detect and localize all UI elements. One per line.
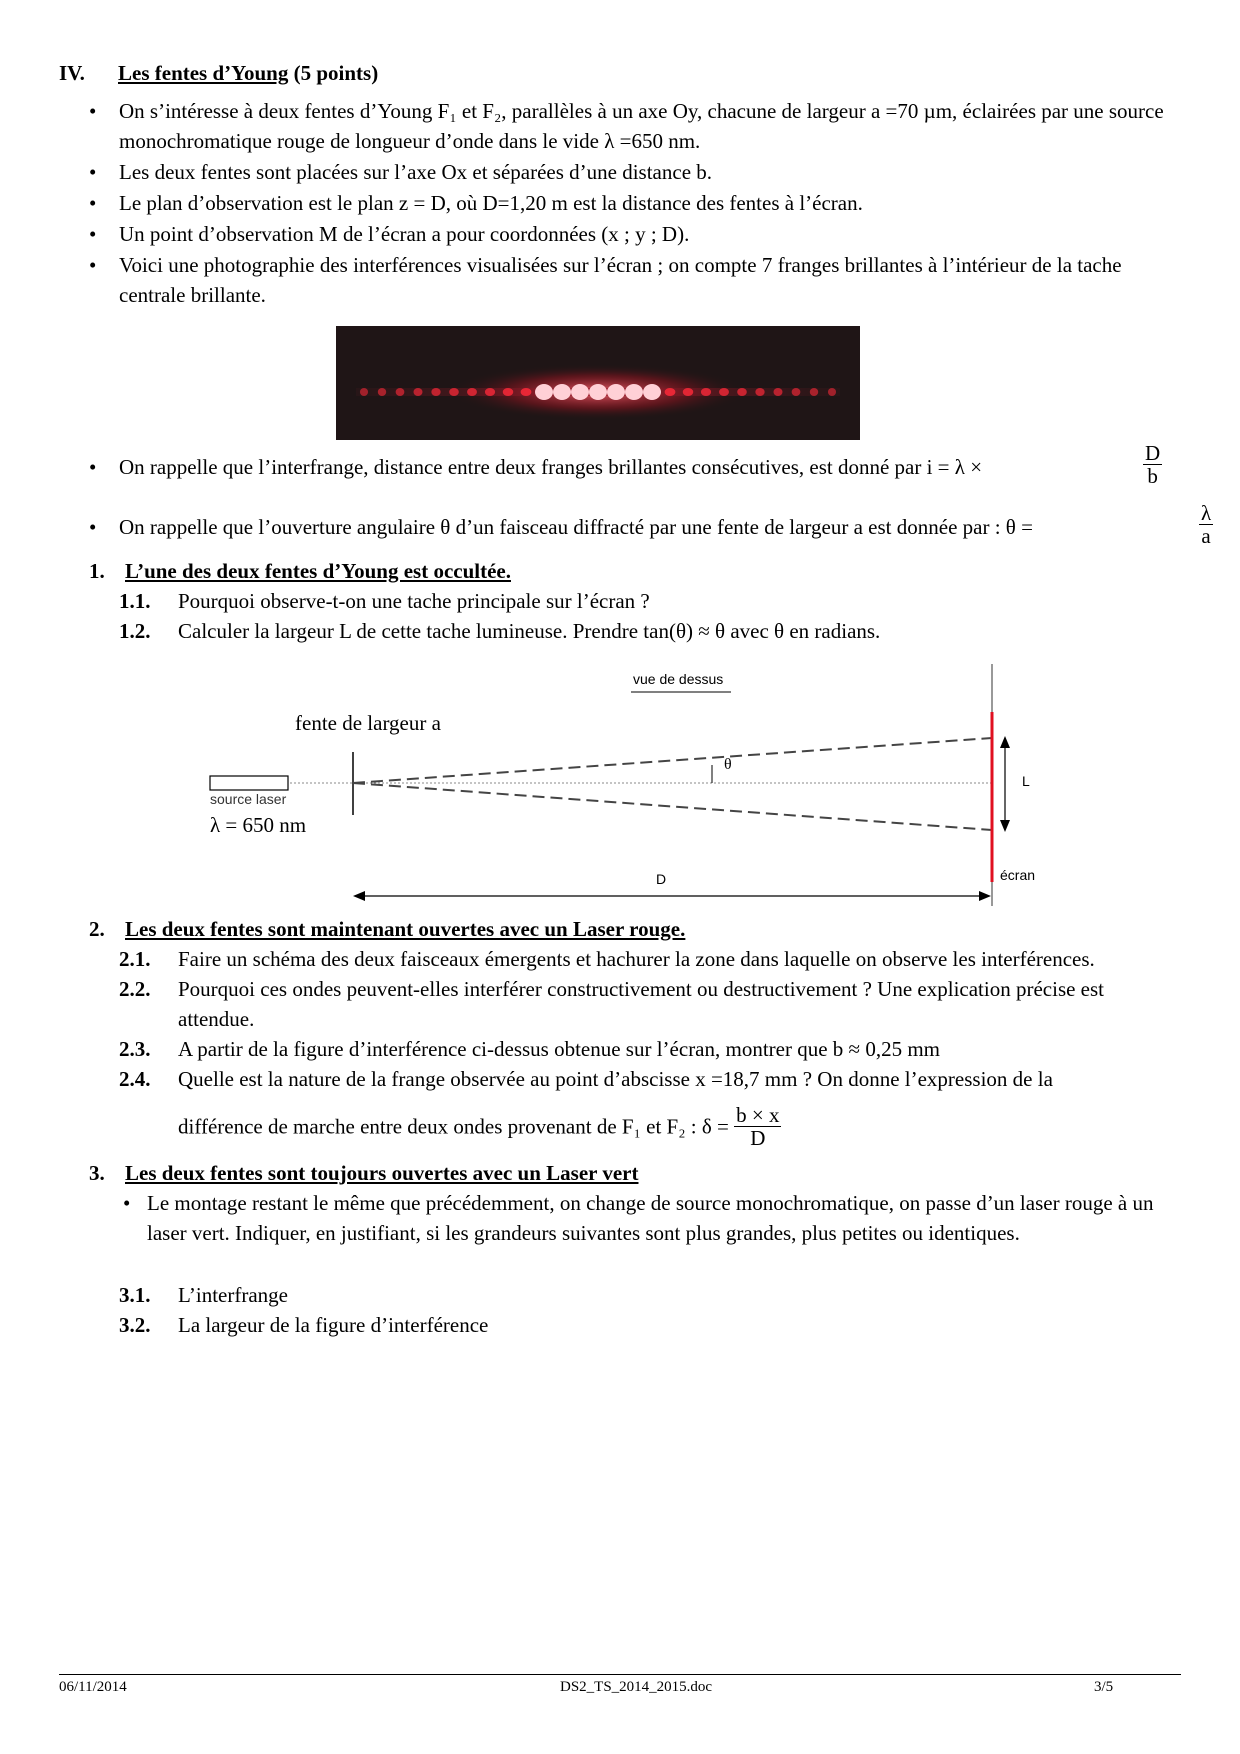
bright-fringe [589, 384, 607, 400]
intro-bullet: • Le plan d’observation est le plan z = D, où D=1,20 m est la distance des fentes à l’écran. [85, 188, 1177, 218]
diffraction-diagram [200, 660, 1060, 910]
interfrange-fraction: $\frac{D}{b}$ [1145, 441, 1161, 488]
footer-page-number: 3/5 [1094, 1679, 1114, 1695]
bright-fringe [665, 388, 676, 396]
top-view-label: vue de dessus [633, 671, 724, 687]
theta-label: θ [724, 756, 732, 773]
question-3-header: 3. Les deux fentes sont toujours ouvertes avec un Laser vert [89, 1161, 639, 1185]
section-title: Les fentes d’Young [118, 61, 289, 85]
bright-fringe [792, 388, 801, 396]
bright-fringe [719, 388, 729, 396]
footer-date: 06/11/2014 [59, 1679, 127, 1695]
bright-fringe [607, 384, 625, 400]
upper-beam [353, 738, 992, 783]
bright-fringe [535, 384, 553, 400]
intro-bullet: • Les deux fentes sont placées sur l’axe Ox et séparées d’une distance b. [85, 157, 1177, 187]
bright-fringe [701, 388, 711, 396]
lambda-label: λ = 650 nm [210, 813, 307, 837]
bright-fringe [378, 388, 386, 396]
interference-photo [336, 326, 860, 440]
bright-fringe [360, 388, 368, 396]
aperture-fraction: $\frac{\lambda}{a}$ [1201, 501, 1212, 548]
bright-fringe [503, 388, 514, 396]
path-difference-fraction: $\frac{b \times x}{D}$ [736, 1103, 780, 1150]
question-3-bullet: • Le montage restant le même que précédemment, on change de source monochromatique, on passe d’un laser rouge à un laser vert. Indiquer, en justifiant, si les grandeurs suivantes sont plus grandes, plus petites ou identiques. [123, 1191, 1154, 1245]
bright-fringe [828, 388, 836, 396]
bright-fringe [774, 388, 783, 396]
question-1-header: 1. L’une des deux fentes d’Young est occultée. [89, 559, 511, 583]
section-points: (5 points) [293, 61, 379, 85]
source-laser-box [210, 776, 288, 790]
D-label: D [656, 871, 667, 887]
intro-bullet: • On s’intéresse à deux fentes d’Young F₁ et F₂, parallèles à un axe Oy, chacune de largeur a =70 µm, éclairées par une source monochromatique rouge de longueur d’onde dans le vide λ =650 nm. [85, 96, 1177, 156]
bright-fringe [683, 388, 694, 396]
bright-fringe [449, 388, 459, 396]
recall-interfrange-text: On rappelle que l’interfrange, distance entre deux franges brillantes consécutives, est donné par i = λ × [119, 455, 983, 479]
bright-fringe [755, 388, 764, 396]
bright-fringe [810, 388, 818, 396]
section-number: IV. [59, 61, 85, 85]
intro-bullet: • Un point d’observation M de l’écran a pour coordonnées (x ; y ; D). [85, 219, 1177, 249]
interference-fringes-graphic [336, 326, 860, 440]
question-2-header: 2. Les deux fentes sont maintenant ouvertes avec un Laser rouge. [89, 917, 686, 941]
intro-bullet: • Voici une photographie des interférences visualisées sur l’écran ; on compte 7 franges brillantes à l’intérieur de la tache centrale brillante. [85, 250, 1177, 310]
bright-fringe [414, 388, 423, 396]
bright-fringe [737, 388, 747, 396]
recall-angular-aperture-text: On rappelle que l’ouverture angulaire θ d’un faisceau diffracté par une fente de largeur a est donnée par : θ = [119, 515, 1033, 539]
source-laser-label: source laser [210, 791, 287, 807]
bright-fringe [431, 388, 440, 396]
lower-beam [353, 783, 992, 830]
bright-fringe [396, 388, 405, 396]
bright-fringe [643, 384, 661, 400]
L-label: L [1022, 773, 1030, 789]
screen-label: écran [1000, 867, 1036, 883]
bright-fringe [625, 384, 643, 400]
intro-bullet-list [85, 96, 1177, 311]
slit-label: fente de largeur a [295, 711, 441, 735]
bright-fringe [485, 388, 495, 396]
footer-filename: DS2_TS_2014_2015.doc [560, 1679, 713, 1695]
question-2-4-delta-line: différence de marche entre deux ondes provenant de F₁ et F₂ : δ = $\frac{b \times x}{D}$ [178, 1103, 780, 1150]
bright-fringe [571, 384, 589, 400]
section-header [59, 58, 378, 88]
bright-fringe [467, 388, 477, 396]
bright-fringe [521, 388, 532, 396]
footer-divider [59, 1674, 1181, 1675]
bright-fringe [553, 384, 571, 400]
